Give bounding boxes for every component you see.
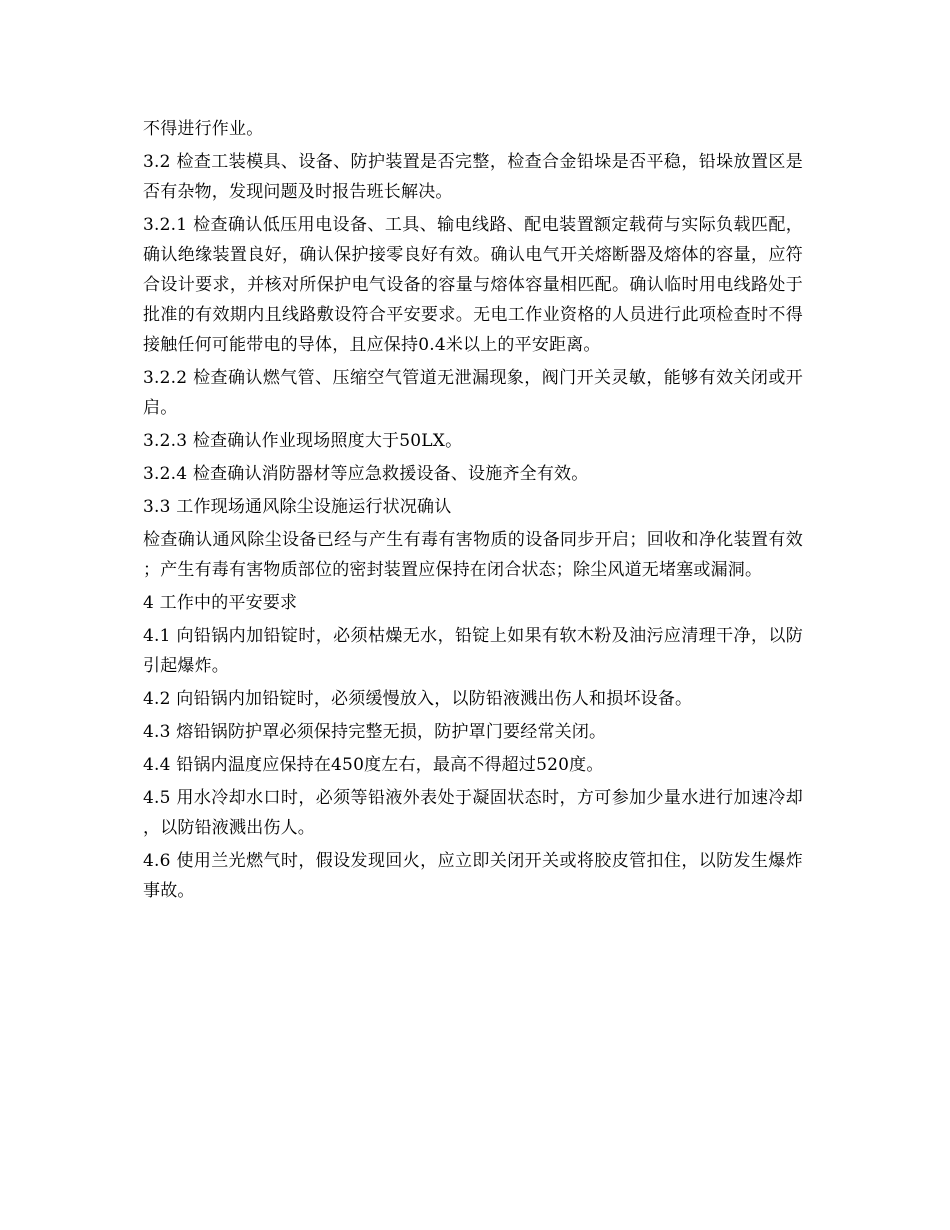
heading-4: 4 工作中的平安要求	[143, 593, 298, 613]
paragraph-4-3: 4.3 熔铅锅防护罩必须保持完整无损，防护罩门要经常关闭。	[143, 722, 607, 742]
paragraph-3-2-2: 3.2.2 检查确认燃气管、压缩空气管道无泄漏现象，阀门开关灵敏，能够有效关闭或开启。	[143, 368, 803, 418]
heading-3-3: 3.3 工作现场通风除尘设施运行状况确认	[143, 497, 452, 517]
paragraph-4-2: 4.2 向铅锅内加铅锭时，必须缓慢放入，以防铅液溅出伤人和损坏设备。	[143, 689, 693, 709]
paragraph-3-2-3: 3.2.3 检查确认作业现场照度大于50LX。	[143, 431, 463, 451]
paragraph-4-4: 4.4 铅锅内温度应保持在450度左右，最高不得超过520度。	[143, 755, 604, 775]
paragraph-4-1: 4.1 向铅锅内加铅锭时，必须枯燥无水，铅锭上如果有软木粉及油污应清理干净，以防引起爆炸。	[143, 626, 803, 676]
paragraph-4-5: 4.5 用水冷却水口时，必须等铅液外表处于凝固状态时，方可参加少量水进行加速冷却，以防铅液溅出伤人。	[143, 788, 803, 838]
paragraph-3-2-1: 3.2.1 检查确认低压用电设备、工具、输电线路、配电装置额定载荷与实际负载匹配，确认绝缘装置良好，确认保护接零良好有效。确认电气开关熔断器及熔体的容量，应符合设计要求，并核对所保护电气设备的容量与熔体容量相匹配。确认临时用电线路处于批准的有效期内且线路敷设符合平安要求。无电工作业资格的人员进行此项检查时不得接触任何可能带电的导体，且应保持0.4米以上的平安距离。	[143, 215, 803, 355]
paragraph-3-2: 3.2 检查工装模具、设备、防护装置是否完整，检查合金铅垛是否平稳，铅垛放置区是否有杂物，发现问题及时报告班长解决。	[143, 152, 803, 202]
paragraph-3-2-4: 3.2.4 检查确认消防器材等应急救援设备、设施齐全有效。	[143, 464, 589, 484]
paragraph-continuation: 不得进行作业。	[143, 119, 264, 139]
paragraph-3-3-body: 检查确认通风除尘设备已经与产生有毒有害物质的设备同步开启；回收和净化装置有效；产生有毒有害物质部位的密封装置应保持在闭合状态；除尘风道无堵塞或漏洞。	[143, 530, 803, 580]
paragraph-4-6: 4.6 使用兰光燃气时，假设发现回火，应立即关闭开关或将胶皮管扣住，以防发生爆炸事故。	[143, 851, 803, 901]
document-body	[143, 114, 803, 909]
